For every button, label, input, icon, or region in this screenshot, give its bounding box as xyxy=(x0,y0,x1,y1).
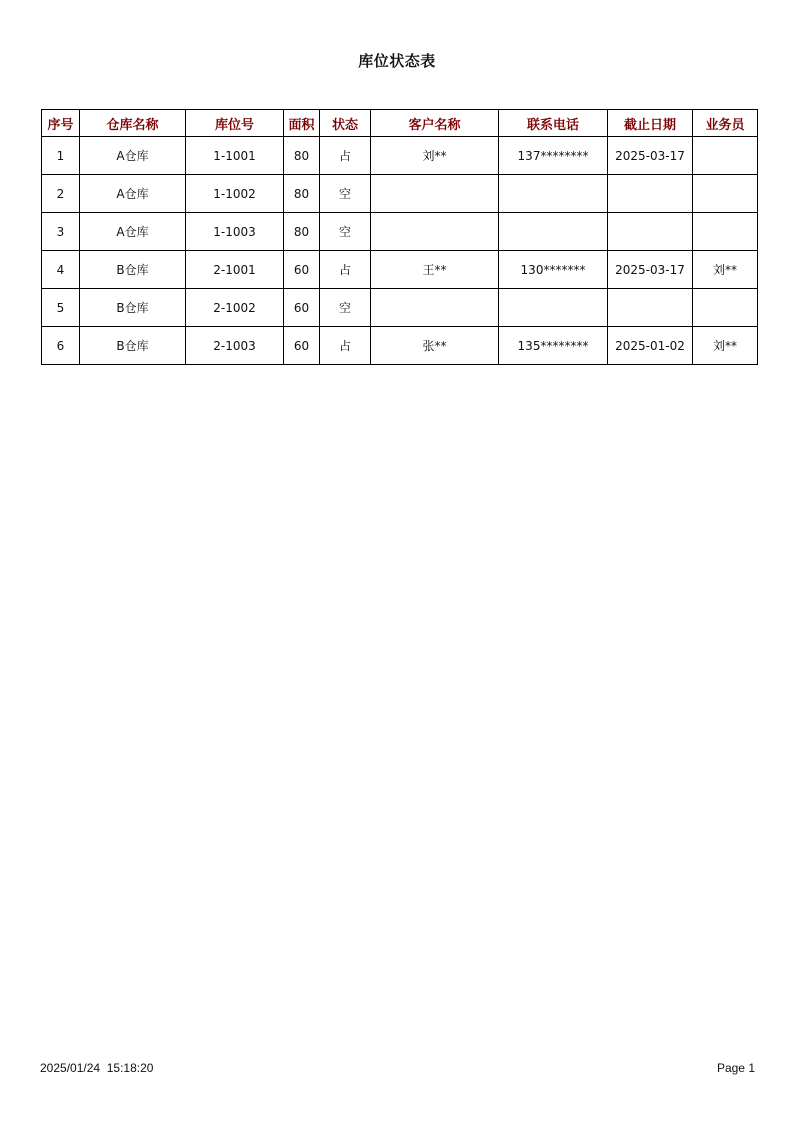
cell-customer: 张** xyxy=(371,327,499,365)
cell-no: 2 xyxy=(42,175,80,213)
cell-location: 1-1002 xyxy=(186,175,284,213)
cell-phone: 130******* xyxy=(499,251,608,289)
cell-warehouse: A仓库 xyxy=(80,137,186,175)
column-header-area: 面积 xyxy=(284,110,320,137)
column-header-customer: 客户名称 xyxy=(371,110,499,137)
cell-location: 1-1003 xyxy=(186,213,284,251)
cell-phone: 135******** xyxy=(499,327,608,365)
cell-customer: 刘** xyxy=(371,137,499,175)
cell-no: 5 xyxy=(42,289,80,327)
cell-phone xyxy=(499,175,608,213)
cell-area: 60 xyxy=(284,327,320,365)
cell-deadline xyxy=(608,213,693,251)
table-row xyxy=(42,175,758,213)
table-header-row xyxy=(42,110,758,137)
column-header-no: 序号 xyxy=(42,110,80,137)
cell-location: 2-1001 xyxy=(186,251,284,289)
table-row xyxy=(42,213,758,251)
cell-area: 80 xyxy=(284,175,320,213)
cell-status: 占 xyxy=(320,251,371,289)
table-row xyxy=(42,251,758,289)
cell-warehouse: B仓库 xyxy=(80,251,186,289)
cell-customer: 王** xyxy=(371,251,499,289)
cell-status: 占 xyxy=(320,327,371,365)
cell-area: 80 xyxy=(284,213,320,251)
page-number: Page 1 xyxy=(716,1061,755,1075)
table-row xyxy=(42,327,758,365)
cell-salesperson: 刘** xyxy=(693,251,758,289)
cell-deadline: 2025-01-02 xyxy=(608,327,693,365)
cell-deadline xyxy=(608,289,693,327)
table-row xyxy=(42,289,758,327)
cell-customer xyxy=(371,213,499,251)
cell-salesperson: 刘** xyxy=(693,327,758,365)
column-header-warehouse: 仓库名称 xyxy=(80,110,186,137)
cell-customer xyxy=(371,175,499,213)
cell-phone xyxy=(499,289,608,327)
cell-phone xyxy=(499,213,608,251)
cell-status: 空 xyxy=(320,175,371,213)
cell-no: 6 xyxy=(42,327,80,365)
print-timestamp: 2025/01/24 15:18:20 xyxy=(40,1061,154,1075)
cell-warehouse: A仓库 xyxy=(80,175,186,213)
cell-status: 空 xyxy=(320,289,371,327)
cell-warehouse: A仓库 xyxy=(80,213,186,251)
column-header-deadline: 截止日期 xyxy=(608,110,693,137)
table-row xyxy=(42,137,758,175)
cell-deadline xyxy=(608,175,693,213)
cell-no: 4 xyxy=(42,251,80,289)
cell-status: 占 xyxy=(320,137,371,175)
cell-area: 60 xyxy=(284,251,320,289)
cell-status: 空 xyxy=(320,213,371,251)
cell-deadline: 2025-03-17 xyxy=(608,137,693,175)
cell-area: 80 xyxy=(284,137,320,175)
cell-no: 1 xyxy=(42,137,80,175)
cell-salesperson xyxy=(693,137,758,175)
cell-deadline: 2025-03-17 xyxy=(608,251,693,289)
column-header-phone: 联系电话 xyxy=(499,110,608,137)
cell-salesperson xyxy=(693,175,758,213)
cell-warehouse: B仓库 xyxy=(80,327,186,365)
column-header-salesperson: 业务员 xyxy=(693,110,758,137)
column-header-location: 库位号 xyxy=(186,110,284,137)
warehouse-location-table xyxy=(41,109,758,365)
cell-customer xyxy=(371,289,499,327)
column-header-status: 状态 xyxy=(320,110,371,137)
cell-salesperson xyxy=(693,289,758,327)
cell-location: 2-1002 xyxy=(186,289,284,327)
cell-salesperson xyxy=(693,213,758,251)
page-title: 库位状态表 xyxy=(358,52,436,70)
cell-no: 3 xyxy=(42,213,80,251)
cell-location: 2-1003 xyxy=(186,327,284,365)
cell-warehouse: B仓库 xyxy=(80,289,186,327)
cell-area: 60 xyxy=(284,289,320,327)
cell-phone: 137******** xyxy=(499,137,608,175)
cell-location: 1-1001 xyxy=(186,137,284,175)
